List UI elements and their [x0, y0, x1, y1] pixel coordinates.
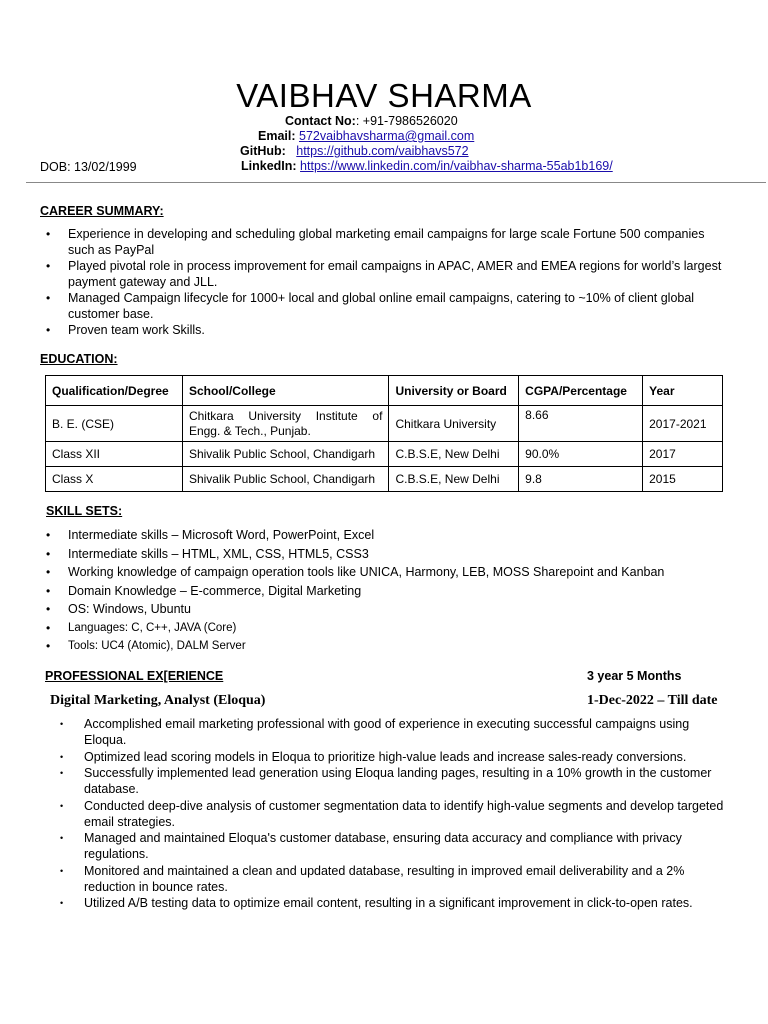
table-header-cell: Qualification/Degree: [46, 376, 183, 406]
list-item: • Utilized A/B testing data to optimize email content, resulting in a significant improvement in click-to-open rates.: [40, 895, 730, 911]
list-item: • Working knowledge of campaign operation tools like UNICA, Harmony, LEB, MOSS Sharepoint and Kanban: [40, 564, 740, 580]
table-cell: 2015: [643, 467, 723, 492]
skill-sets-list: [40, 527, 740, 657]
job-role: Digital Marketing, Analyst (Eloqua): [50, 693, 266, 708]
table-cell: C.B.S.E, New Delhi: [389, 467, 519, 492]
table-header-cell: CGPA/Percentage: [519, 376, 643, 406]
list-item: • Managed Campaign lifecycle for 1000+ local and global online email campaigns, catering to ~10% of client global customer base.: [40, 290, 730, 322]
list-item: • Successfully implemented lead generation using Eloqua landing pages, resulting in a 10% growth in the customer database.: [40, 765, 730, 797]
list-item: • Experience in developing and scheduling global marketing email campaigns for large scale Fortune 500 companies such as PayPal: [40, 226, 730, 258]
email-row: [258, 129, 474, 144]
table-cell: Shivalik Public School, Chandigarh: [182, 467, 389, 492]
table-cell: 2017-2021: [643, 406, 723, 442]
career-summary-list: [40, 226, 730, 338]
table-cell-text: Chitkara University Institute of Engg. & Tech., Punjab.: [188, 408, 383, 438]
contact-value: : +91-7986526020: [355, 114, 458, 128]
experience-title: PROFESSIONAL EX[ERIENCE: [45, 669, 224, 683]
github-row: [240, 144, 469, 159]
job-date: 1-Dec-2022 – Till date: [587, 693, 718, 708]
list-item: • Languages: C, C++, JAVA (Core): [40, 620, 740, 636]
list-item: • Proven team work Skills.: [40, 322, 730, 338]
table-row: [46, 467, 723, 492]
list-item: • Managed and maintained Eloqua's customer database, ensuring data accuracy and compliance with privacy regulations.: [40, 830, 730, 862]
experience-duration: 3 year 5 Months: [587, 669, 682, 683]
table-header-cell: University or Board: [389, 376, 519, 406]
contact-label: Contact No:: [285, 114, 356, 128]
list-item: • OS: Windows, Ubuntu: [40, 601, 740, 617]
table-cell: Class XII: [46, 442, 183, 467]
list-item: • Monitored and maintained a clean and updated database, resulting in improved email deliverability and a 2% reduction in bounce rates.: [40, 863, 730, 895]
table-cell: 90.0%: [519, 442, 643, 467]
table-header-row: [46, 376, 723, 406]
header-divider: [26, 182, 766, 183]
skill-sets-title: SKILL SETS:: [46, 504, 123, 518]
linkedin-label: LinkedIn:: [241, 159, 297, 173]
list-item: • Intermediate skills – HTML, XML, CSS, HTML5, CSS3: [40, 546, 740, 562]
table-cell: 2017: [643, 442, 723, 467]
candidate-name: VAIBHAV SHARMA: [236, 77, 532, 114]
contact-number-row: [285, 114, 458, 129]
career-summary-title: CAREER SUMMARY:: [40, 204, 164, 218]
list-item: • Intermediate skills – Microsoft Word, PowerPoint, Excel: [40, 527, 740, 543]
table-cell: 9.8: [519, 467, 643, 492]
table-cell: [182, 406, 389, 442]
table-header-cell: Year: [643, 376, 723, 406]
linkedin-link[interactable]: https://www.linkedin.com/in/vaibhav-sharma-55ab1b169/: [300, 159, 613, 173]
email-link[interactable]: 572vaibhavsharma@gmail.com: [299, 129, 475, 143]
table-row: [46, 406, 723, 442]
list-item: • Domain Knowledge – E-commerce, Digital Marketing: [40, 583, 740, 599]
list-item: • Optimized lead scoring models in Eloqua to prioritize high-value leads and increase sales-ready conversions.: [40, 749, 730, 765]
github-label: GitHub:: [240, 144, 286, 158]
date-of-birth: DOB: 13/02/1999: [40, 160, 137, 174]
list-item: • Tools: UC4 (Atomic), DALM Server: [40, 638, 740, 654]
table-cell: B. E. (CSE): [46, 406, 183, 442]
table-row: [46, 442, 723, 467]
table-cell: Shivalik Public School, Chandigarh: [182, 442, 389, 467]
email-label: Email:: [258, 129, 296, 143]
table-cell: 8.66: [519, 406, 643, 442]
table-cell: Class X: [46, 467, 183, 492]
list-item: • Accomplished email marketing professional with good of experience in executing successful campaigns using Eloqua.: [40, 716, 730, 748]
table-header-cell: School/College: [182, 376, 389, 406]
table-cell: Chitkara University: [389, 406, 519, 442]
linkedin-row: [241, 159, 613, 174]
list-item: • Conducted deep-dive analysis of customer segmentation data to identify high-value segments and develop targeted email strategies.: [40, 798, 730, 830]
education-table: [45, 375, 723, 492]
education-title: EDUCATION:: [40, 352, 118, 366]
table-cell: C.B.S.E, New Delhi: [389, 442, 519, 467]
list-item: • Played pivotal role in process improvement for email campaigns in APAC, AMER and EMEA regions for world’s largest payment gateway and JLL.: [40, 258, 730, 290]
experience-list: [40, 716, 730, 912]
github-link[interactable]: https://github.com/vaibhavs572: [296, 144, 469, 158]
